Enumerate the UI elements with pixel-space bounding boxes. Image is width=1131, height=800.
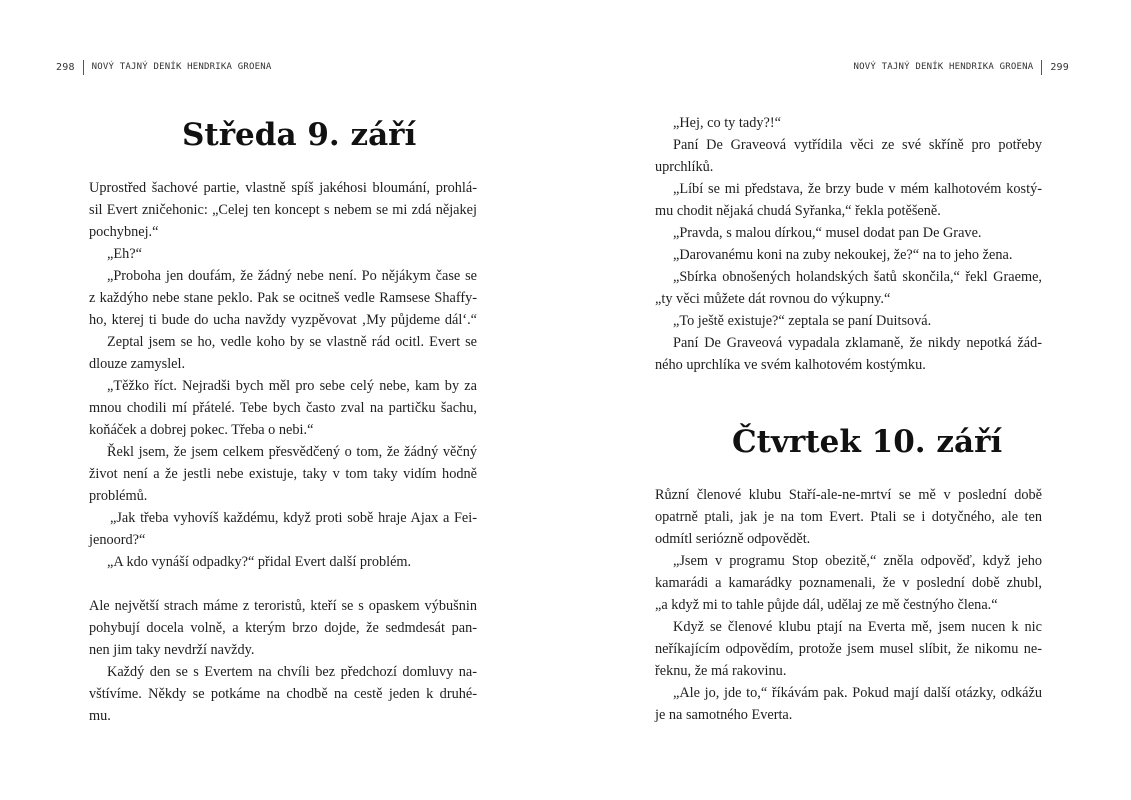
text-line: Uprostřed šachové partie, vlastně spíš jakéhosi bloumání, prohlá-	[89, 180, 477, 196]
text-line: pochybnej.“	[89, 224, 159, 240]
chapter-title-left: Středa 9. září	[182, 117, 417, 153]
text-line: „A kdo vynáší odpadky?“ přidal Evert další problém.	[107, 554, 412, 570]
text-line: opatrně ptali, jak je na tom Evert. Ptali se i dotyčného, ale ten	[655, 509, 1042, 525]
chapter-title-right: Čtvrtek 10. září	[732, 424, 1003, 460]
text-line: Zeptal jsem se ho, vedle koho by se vlastně rád ocitl. Evert se	[107, 334, 477, 350]
text-line: z každýho nebe stane peklo. Pak se ocitneš vedle Ramsese Shaffy-	[89, 290, 477, 306]
header-divider	[83, 60, 84, 75]
text-line: dlouze zamyslel.	[89, 356, 186, 372]
left-running-header	[56, 59, 271, 75]
right-page	[566, 0, 1131, 800]
left-page	[0, 0, 565, 800]
text-line: Paní De Graveová vypadala zklamaně, že nikdy nepotká žád-	[673, 335, 1042, 351]
text-line: odmítl seriózně odpovědět.	[655, 531, 811, 547]
text-line: Ale největší strach máme z teroristů, kteří se s opaskem výbušnin	[89, 598, 477, 614]
text-line: „Proboha jen doufám, že žádný nebe není. Po nějákym čase se	[107, 268, 477, 284]
text-line: nen jim taky nevdrží navždy.	[89, 642, 255, 658]
text-line: ho, kterej ti bude do ucha navždy vyzpěvovat ‚My půjdeme dál‘.“	[89, 312, 477, 328]
page-number-right: 299	[1050, 61, 1069, 73]
text-line: mu.	[89, 708, 111, 724]
text-line: „Jsem v programu Stop obezitě,“ zněla odpověď, když jeho	[673, 553, 1042, 569]
running-head-left: NOVÝ TAJNÝ DENÍK HENDRIKA GROENA	[91, 62, 272, 72]
text-line: sil Evert zničehonic: „Celej ten koncept s nebem se mi zdá nějakej	[89, 202, 477, 218]
text-line: Různí členové klubu Staří-ale-ne-mrtví se mě v poslední době	[655, 487, 1042, 503]
text-line: koňáček a dobrej pokec. Třeba o nebi.“	[89, 422, 314, 438]
text-line: „ty věci můžete dát rovnou do výkupny.“	[655, 291, 891, 307]
text-line: „Těžko říct. Nejradši bych měl pro sebe celý nebe, kam by za	[107, 378, 477, 394]
text-line: „Jak třeba vyhovíš každému, když proti sobě hraje Ajax a Fei-	[110, 510, 477, 526]
text-line: „Sbírka obnošených holandských šatů skončila,“ řekl Graeme,	[673, 269, 1042, 285]
text-line: Když se členové klubu ptají na Everta mě, jsem nucen k nic	[673, 619, 1042, 635]
text-line: „Darovanému koni na zuby nekoukej, že?“ na to jeho žena.	[673, 247, 1013, 263]
text-line: kamarádi a kamarádky poznamenali, že v poslední době zhubl,	[655, 575, 1042, 591]
text-line: „Eh?“	[107, 246, 142, 262]
text-line: „Ale jo, jde to,“ říkávám pak. Pokud mají další otázky, odkážu	[673, 685, 1042, 701]
right-running-header	[854, 59, 1069, 75]
text-line: Paní De Graveová vytřídila věci ze své skříně pro potřeby	[673, 137, 1042, 153]
page-number-left: 298	[56, 61, 75, 73]
text-line: uprchlíků.	[655, 159, 714, 175]
text-line: Každý den se s Evertem na chvíli bez předchozí domluvy na-	[107, 664, 477, 680]
text-line: řeknu, že má rakovinu.	[655, 663, 787, 679]
text-line: „Líbí se mi představa, že brzy bude v mém kalhotovém kostý-	[673, 181, 1042, 197]
text-line: vštívíme. Někdy se potkáme na chodbě na cestě jeden k druhé-	[89, 686, 477, 702]
text-line: mu chodit nějaká chudá Syřanka,“ řekla potěšeně.	[655, 203, 941, 219]
text-line: ného uprchlíka ve svém kalhotovém kostýmku.	[655, 357, 926, 373]
text-line: „a když mi to tahle půjde dál, udělaj ze mě čestnýho člena.“	[655, 597, 998, 613]
header-divider	[1041, 60, 1042, 75]
text-line: problémů.	[89, 488, 148, 504]
text-line: jenoord?“	[89, 532, 146, 548]
text-line: „To ještě existuje?“ zeptala se paní Duitsová.	[673, 313, 932, 329]
running-head-right: NOVÝ TAJNÝ DENÍK HENDRIKA GROENA	[853, 62, 1034, 72]
text-line: „Pravda, s malou dírkou,“ musel dodat pan De Grave.	[673, 225, 982, 241]
text-line: pohybují docela volně, a kterým brzo dojde, že sedmdesát pan-	[89, 620, 477, 636]
text-line: Řekl jsem, že jsem celkem přesvědčený o tom, že žádný věčný	[107, 444, 477, 460]
text-line: je na samotného Everta.	[655, 707, 793, 723]
text-line: neříkajícím odpovědím, protože jsem musel slíbit, že nikomu ne-	[655, 641, 1042, 657]
text-line: mnou chodili mí přátelé. Tebe bych často zval na partičku šachu,	[89, 400, 477, 416]
text-line: „Hej, co ty tady?!“	[673, 115, 781, 131]
text-line: život není a že jestli nebe existuje, taky v tom taky vidím hodně	[89, 466, 477, 482]
